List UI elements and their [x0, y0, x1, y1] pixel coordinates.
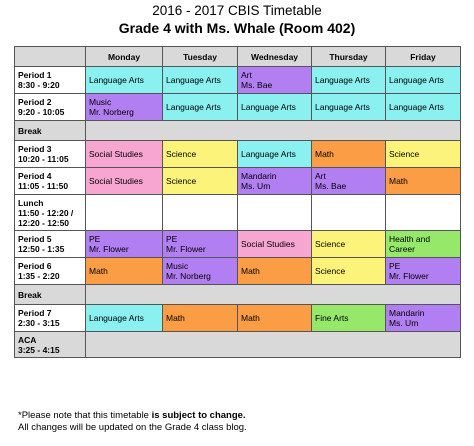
- period-time: 10:20 - 11:05: [18, 154, 69, 164]
- period-time: 12:50 - 1:35: [18, 244, 65, 254]
- subject-name: Math: [315, 149, 334, 159]
- period-label-cell: [15, 305, 86, 332]
- class-cell: [238, 258, 312, 285]
- period-label-cell: [15, 168, 86, 195]
- class-cell: [238, 231, 312, 258]
- period-time: 9:20 - 10:05: [18, 107, 65, 117]
- period-label-cell: [15, 141, 86, 168]
- subject-name: Language Arts: [315, 102, 370, 112]
- class-cell: [163, 67, 238, 94]
- day-header: Thursday: [312, 47, 386, 67]
- subject-name: PE: [89, 234, 101, 244]
- timetable-subtitle: Grade 4 with Ms. Whale (Room 402): [118, 20, 356, 36]
- period-row: [15, 94, 461, 121]
- subject-name: Language Arts: [389, 75, 444, 85]
- class-cell: [86, 305, 163, 332]
- period-label-cell: [15, 332, 86, 358]
- teacher-name: Ms. Bae: [315, 181, 347, 191]
- subject-name: Health and: [389, 234, 431, 244]
- subject-name: Social Studies: [89, 149, 143, 159]
- note-bold: is subject to change.: [151, 410, 246, 421]
- class-cell: [86, 231, 163, 258]
- period-name: Period 1: [18, 70, 52, 80]
- period-name: Break: [18, 289, 42, 300]
- period-time: 8:30 - 9:20: [18, 80, 60, 90]
- class-cell: [312, 195, 386, 231]
- period-time: 11:05 - 11:50: [18, 181, 69, 191]
- teacher-name: Mr. Norberg: [166, 271, 211, 281]
- subject-name: Art: [241, 70, 252, 80]
- period-row: [15, 67, 461, 94]
- period-row: [15, 305, 461, 332]
- class-cell: [163, 195, 238, 231]
- subject-name: Math: [89, 266, 108, 276]
- period-label-cell: [15, 94, 86, 121]
- subject-name: PE: [389, 261, 401, 271]
- subject-name: Language Arts: [315, 75, 370, 85]
- teacher-name: Mr. Flower: [166, 244, 206, 254]
- class-cell: [386, 168, 461, 195]
- class-cell: [312, 168, 386, 195]
- teacher-name: Ms. Bae: [241, 80, 273, 90]
- class-cell: [386, 305, 461, 332]
- period-label-cell: [15, 258, 86, 285]
- class-cell: [386, 94, 461, 121]
- period-time: 1:35 - 2:20: [18, 271, 60, 281]
- subject-name: Language Arts: [166, 75, 221, 85]
- subject-name: Math: [241, 313, 260, 323]
- subject-name: Language Arts: [166, 102, 221, 112]
- timetable-body: [15, 67, 461, 358]
- class-cell: [86, 67, 163, 94]
- class-cell: [86, 94, 163, 121]
- class-cell: [312, 141, 386, 168]
- aca-fill: [86, 332, 461, 358]
- subject-name: Science: [166, 149, 197, 159]
- timetable-title: 2016 - 2017 CBIS Timetable: [152, 3, 322, 18]
- day-header: Tuesday: [163, 47, 238, 67]
- class-cell: [163, 231, 238, 258]
- subject-name: Math: [166, 313, 185, 323]
- break-fill: [86, 285, 461, 305]
- class-cell: [163, 168, 238, 195]
- period-row: [15, 141, 461, 168]
- class-cell: [386, 195, 461, 231]
- class-cell: [86, 195, 163, 231]
- footer-line-2: All changes will be updated on the Grade 4 class blog.: [18, 422, 247, 433]
- subject-name: Music: [89, 97, 112, 107]
- class-cell: [86, 168, 163, 195]
- period-name: Period 5: [18, 234, 52, 244]
- class-cell: [163, 141, 238, 168]
- subject-name: Language Arts: [89, 313, 144, 323]
- subject-name: Language Arts: [241, 102, 296, 112]
- class-cell: [238, 305, 312, 332]
- class-cell: [163, 305, 238, 332]
- period-name: Period 4: [18, 171, 52, 181]
- teacher-name: Ms. Um: [241, 181, 271, 191]
- subject-name: Language Arts: [389, 102, 444, 112]
- period-time: 12:20 - 12:50: [18, 217, 70, 228]
- subject-name: Music: [166, 261, 189, 271]
- footer-note: [18, 410, 247, 434]
- break-row: [15, 285, 461, 305]
- subject-name: Social Studies: [241, 239, 295, 249]
- subject-name: Language Arts: [241, 149, 296, 159]
- break-row: [15, 121, 461, 141]
- class-cell: [86, 258, 163, 285]
- class-cell: [312, 94, 386, 121]
- class-cell: [386, 258, 461, 285]
- subject-name: Science: [315, 239, 346, 249]
- period-row: [15, 332, 461, 358]
- class-cell: [386, 141, 461, 168]
- subject-name: Science: [389, 149, 420, 159]
- class-cell: [238, 67, 312, 94]
- corner-cell: [15, 47, 86, 67]
- period-label-cell: [15, 121, 86, 141]
- subject-name: Social Studies: [89, 176, 143, 186]
- day-header: Wednesday: [238, 47, 312, 67]
- period-row: [15, 231, 461, 258]
- teacher-name: Mr. Norberg: [89, 107, 134, 117]
- subject-name: PE: [166, 234, 178, 244]
- class-cell: [238, 168, 312, 195]
- period-name: Period 2: [18, 97, 52, 107]
- subject-name: Art: [315, 171, 326, 181]
- class-cell: [312, 67, 386, 94]
- period-name: Period 3: [18, 144, 52, 154]
- class-cell: [163, 258, 238, 285]
- period-label-cell: [15, 285, 86, 305]
- class-cell: [386, 67, 461, 94]
- subject-name: Science: [315, 266, 346, 276]
- period-time: 3:25 - 4:15: [18, 344, 60, 355]
- class-cell: [312, 258, 386, 285]
- period-row: [15, 195, 461, 231]
- period-label-cell: [15, 231, 86, 258]
- header-row: [15, 47, 461, 67]
- footer-line-1: [18, 410, 247, 422]
- teacher-name: Career: [389, 244, 415, 254]
- class-cell: [238, 94, 312, 121]
- teacher-name: Mr. Flower: [389, 271, 429, 281]
- period-name: ACA: [18, 334, 37, 345]
- period-name: Period 7: [18, 308, 52, 318]
- class-cell: [312, 305, 386, 332]
- period-time: 2:30 - 3:15: [18, 318, 60, 328]
- subject-name: Science: [166, 176, 197, 186]
- subject-name: Mandarin: [241, 171, 277, 181]
- teacher-name: Mr. Flower: [89, 244, 129, 254]
- subject-name: Mandarin: [389, 308, 425, 318]
- teacher-name: Ms. Um: [389, 318, 419, 328]
- period-label-cell: [15, 195, 86, 231]
- period-time: 11:50 - 12:20 /: [18, 207, 74, 218]
- period-label-cell: [15, 67, 86, 94]
- period-name: Break: [18, 125, 42, 136]
- class-cell: [163, 94, 238, 121]
- class-cell: [86, 141, 163, 168]
- class-cell: [238, 195, 312, 231]
- timetable-grid: [14, 46, 461, 358]
- class-cell: [312, 231, 386, 258]
- subject-name: Math: [241, 266, 260, 276]
- subject-name: Math: [389, 176, 408, 186]
- period-name: Lunch: [18, 197, 44, 208]
- subject-name: Fine Arts: [315, 313, 349, 323]
- period-name: Period 6: [18, 261, 52, 271]
- note-prefix: *Please note that this timetable: [18, 410, 152, 421]
- class-cell: [386, 231, 461, 258]
- day-header: Monday: [86, 47, 163, 67]
- class-cell: [238, 141, 312, 168]
- period-row: [15, 258, 461, 285]
- day-header: Friday: [386, 47, 461, 67]
- subject-name: Language Arts: [89, 75, 144, 85]
- period-row: [15, 168, 461, 195]
- break-fill: [86, 121, 461, 141]
